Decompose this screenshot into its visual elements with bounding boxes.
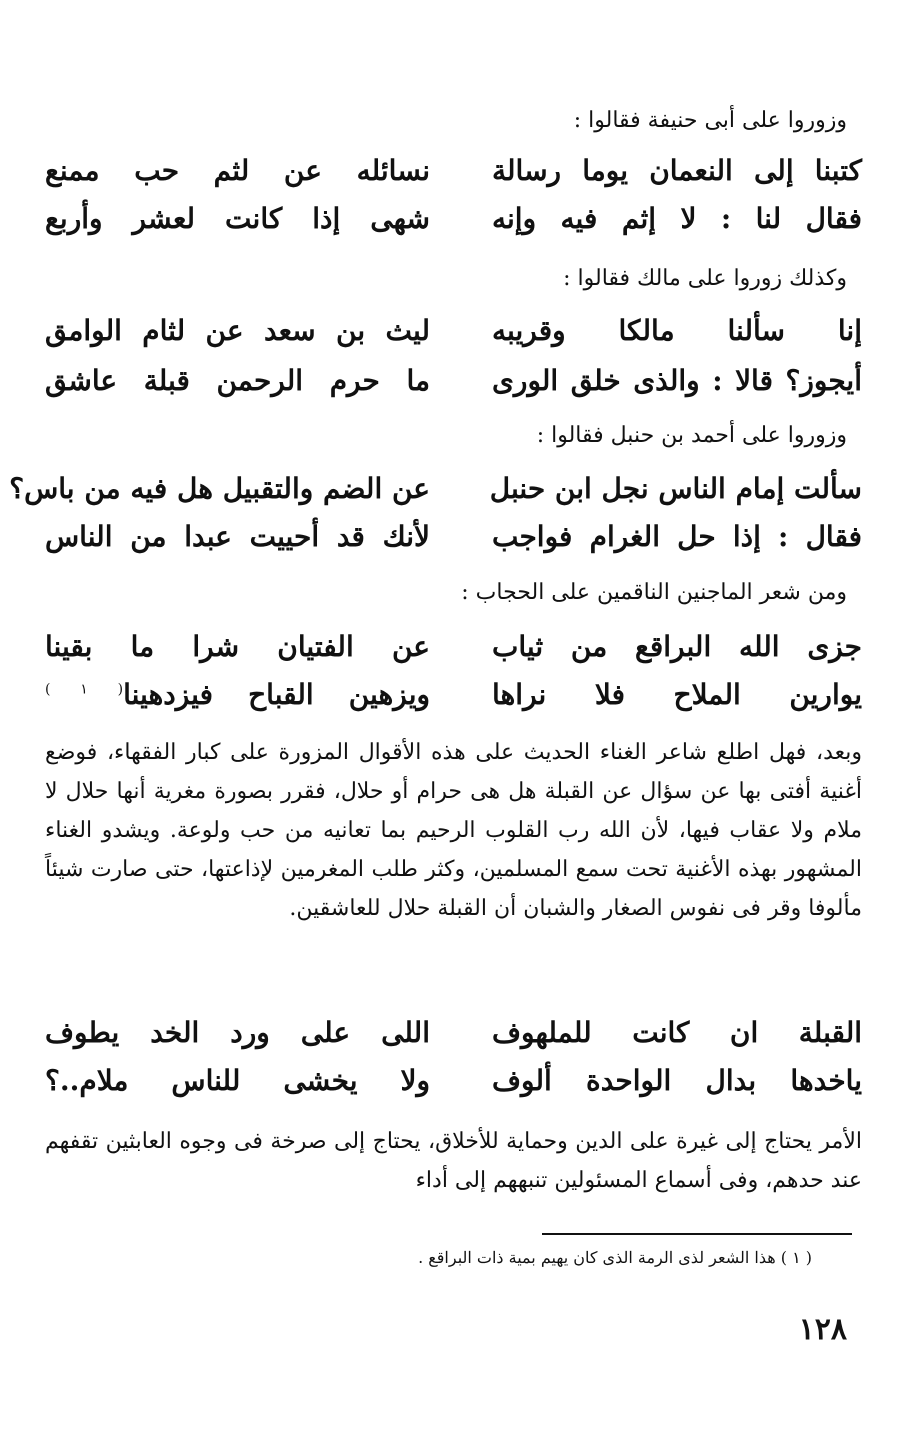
verse-first-hemistich: فقال لنا : لا إثم فيه وإنه — [492, 201, 862, 235]
song-first-hemistich: القبلة ان كانت للملهوف — [492, 1015, 862, 1049]
intro-hijab-poetry: ومن شعر الماجنين الناقمين على الحجاب : — [461, 580, 847, 605]
verse-line — [45, 310, 862, 350]
verse-first-hemistich: جزى الله البراقع من ثياب — [492, 629, 862, 663]
song-first-hemistich: ياخدها بدال الواحدة ألوف — [492, 1063, 862, 1097]
verse-first-hemistich: فقال : إذا حل الغرام فواجب — [492, 519, 862, 553]
song-line — [45, 1012, 862, 1052]
verse-line — [45, 150, 862, 190]
verse-second-hemistich: عن الفتيان شرا ما بقينا — [45, 629, 430, 663]
intro-abu-hanifa: وزوروا على أبى حنيفة فقالوا : — [573, 108, 847, 133]
verse-line — [45, 626, 862, 666]
footnote-divider — [542, 1233, 852, 1235]
verse-second-hemistich: شهى إذا كانت لعشر وأربع — [45, 201, 430, 235]
verse-second-hemistich: لأنك قد أحييت عبدا من الناس — [45, 519, 430, 553]
verse-line — [9, 468, 862, 508]
verse-first-hemistich: سألت إمام الناس نجل ابن حنبل — [489, 471, 862, 505]
verse-second-hemistich — [45, 678, 430, 711]
footnote: ( ١ ) هذا الشعر لذى الرمة الذى كان يهيم بمية ذات البراقع . — [418, 1248, 812, 1267]
verse-line — [45, 198, 862, 238]
song-second-hemistich: ولا يخشى للناس ملام..؟ — [45, 1063, 430, 1097]
verse-first-hemistich: أيجوز؟ قالا : والذى خلق الورى — [492, 363, 862, 397]
verse-first-hemistich: إنا سألنا مالكا وقريبه — [492, 313, 862, 347]
intro-ahmad-ibn-hanbal: وزوروا على أحمد بن حنبل فقالوا : — [536, 423, 847, 448]
verse-second-hemistich: عن الضم والتقبيل هل فيه من باس؟ — [9, 471, 430, 505]
song-line — [45, 1060, 862, 1100]
verse-line — [45, 674, 862, 714]
verse-line — [45, 360, 862, 400]
song-second-hemistich: اللى على ورد الخد يطوف — [45, 1015, 430, 1049]
verse-line — [45, 516, 862, 556]
body-paragraph-2: الأمر يحتاج إلى غيرة على الدين وحماية للأخلاق، يحتاج إلى صرخة فى وجوه العابثين تقفهم عند حدهم، وفى أسماع المسئولين تنبههم إلى أداء — [45, 1129, 862, 1193]
footnote-marker: ( ١ ) — [45, 681, 124, 698]
page-number: ١٢٨ — [798, 1312, 847, 1347]
intro-malik: وكذلك زوروا على مالك فقالوا : — [563, 266, 847, 291]
verse-second-hemistich: ليث بن سعد عن لثام الوامق — [45, 313, 430, 347]
verse-first-hemistich: كتبنا إلى النعمان يوما رسالة — [492, 153, 862, 187]
verse-second-hemistich: ما حرم الرحمن قبلة عاشق — [45, 363, 430, 397]
verse-first-hemistich: يوارين الملاح فلا نراها — [492, 677, 862, 711]
verse-text: ويزهين القباح فيزدهينا — [123, 677, 431, 711]
body-paragraph-1: وبعد، فهل اطلع شاعر الغناء الحديث على هذه الأقوال المزورة على كبار الفقهاء، فوضع أغنية أفتى بها عن سؤال عن القبلة هل هى حرام أو حلال، فقرر بصورة مغرية أنها حلال لا ملام ولا عقاب فيها، لأن الله رب القلوب الرحيم بما تعانيه من حب ولوعة. ويشدو الغناء المشهور بهذه الأغنية تحت سمع المسلمين، وكثر طلب المغرمين لإذاعتها، حتى صارت شيئاً مألوفا وقر فى نفوس الصغار والشبان أن القبلة حلال للعاشقين. — [45, 740, 862, 921]
verse-second-hemistich: نسائله عن لثم حب ممنع — [45, 153, 430, 187]
